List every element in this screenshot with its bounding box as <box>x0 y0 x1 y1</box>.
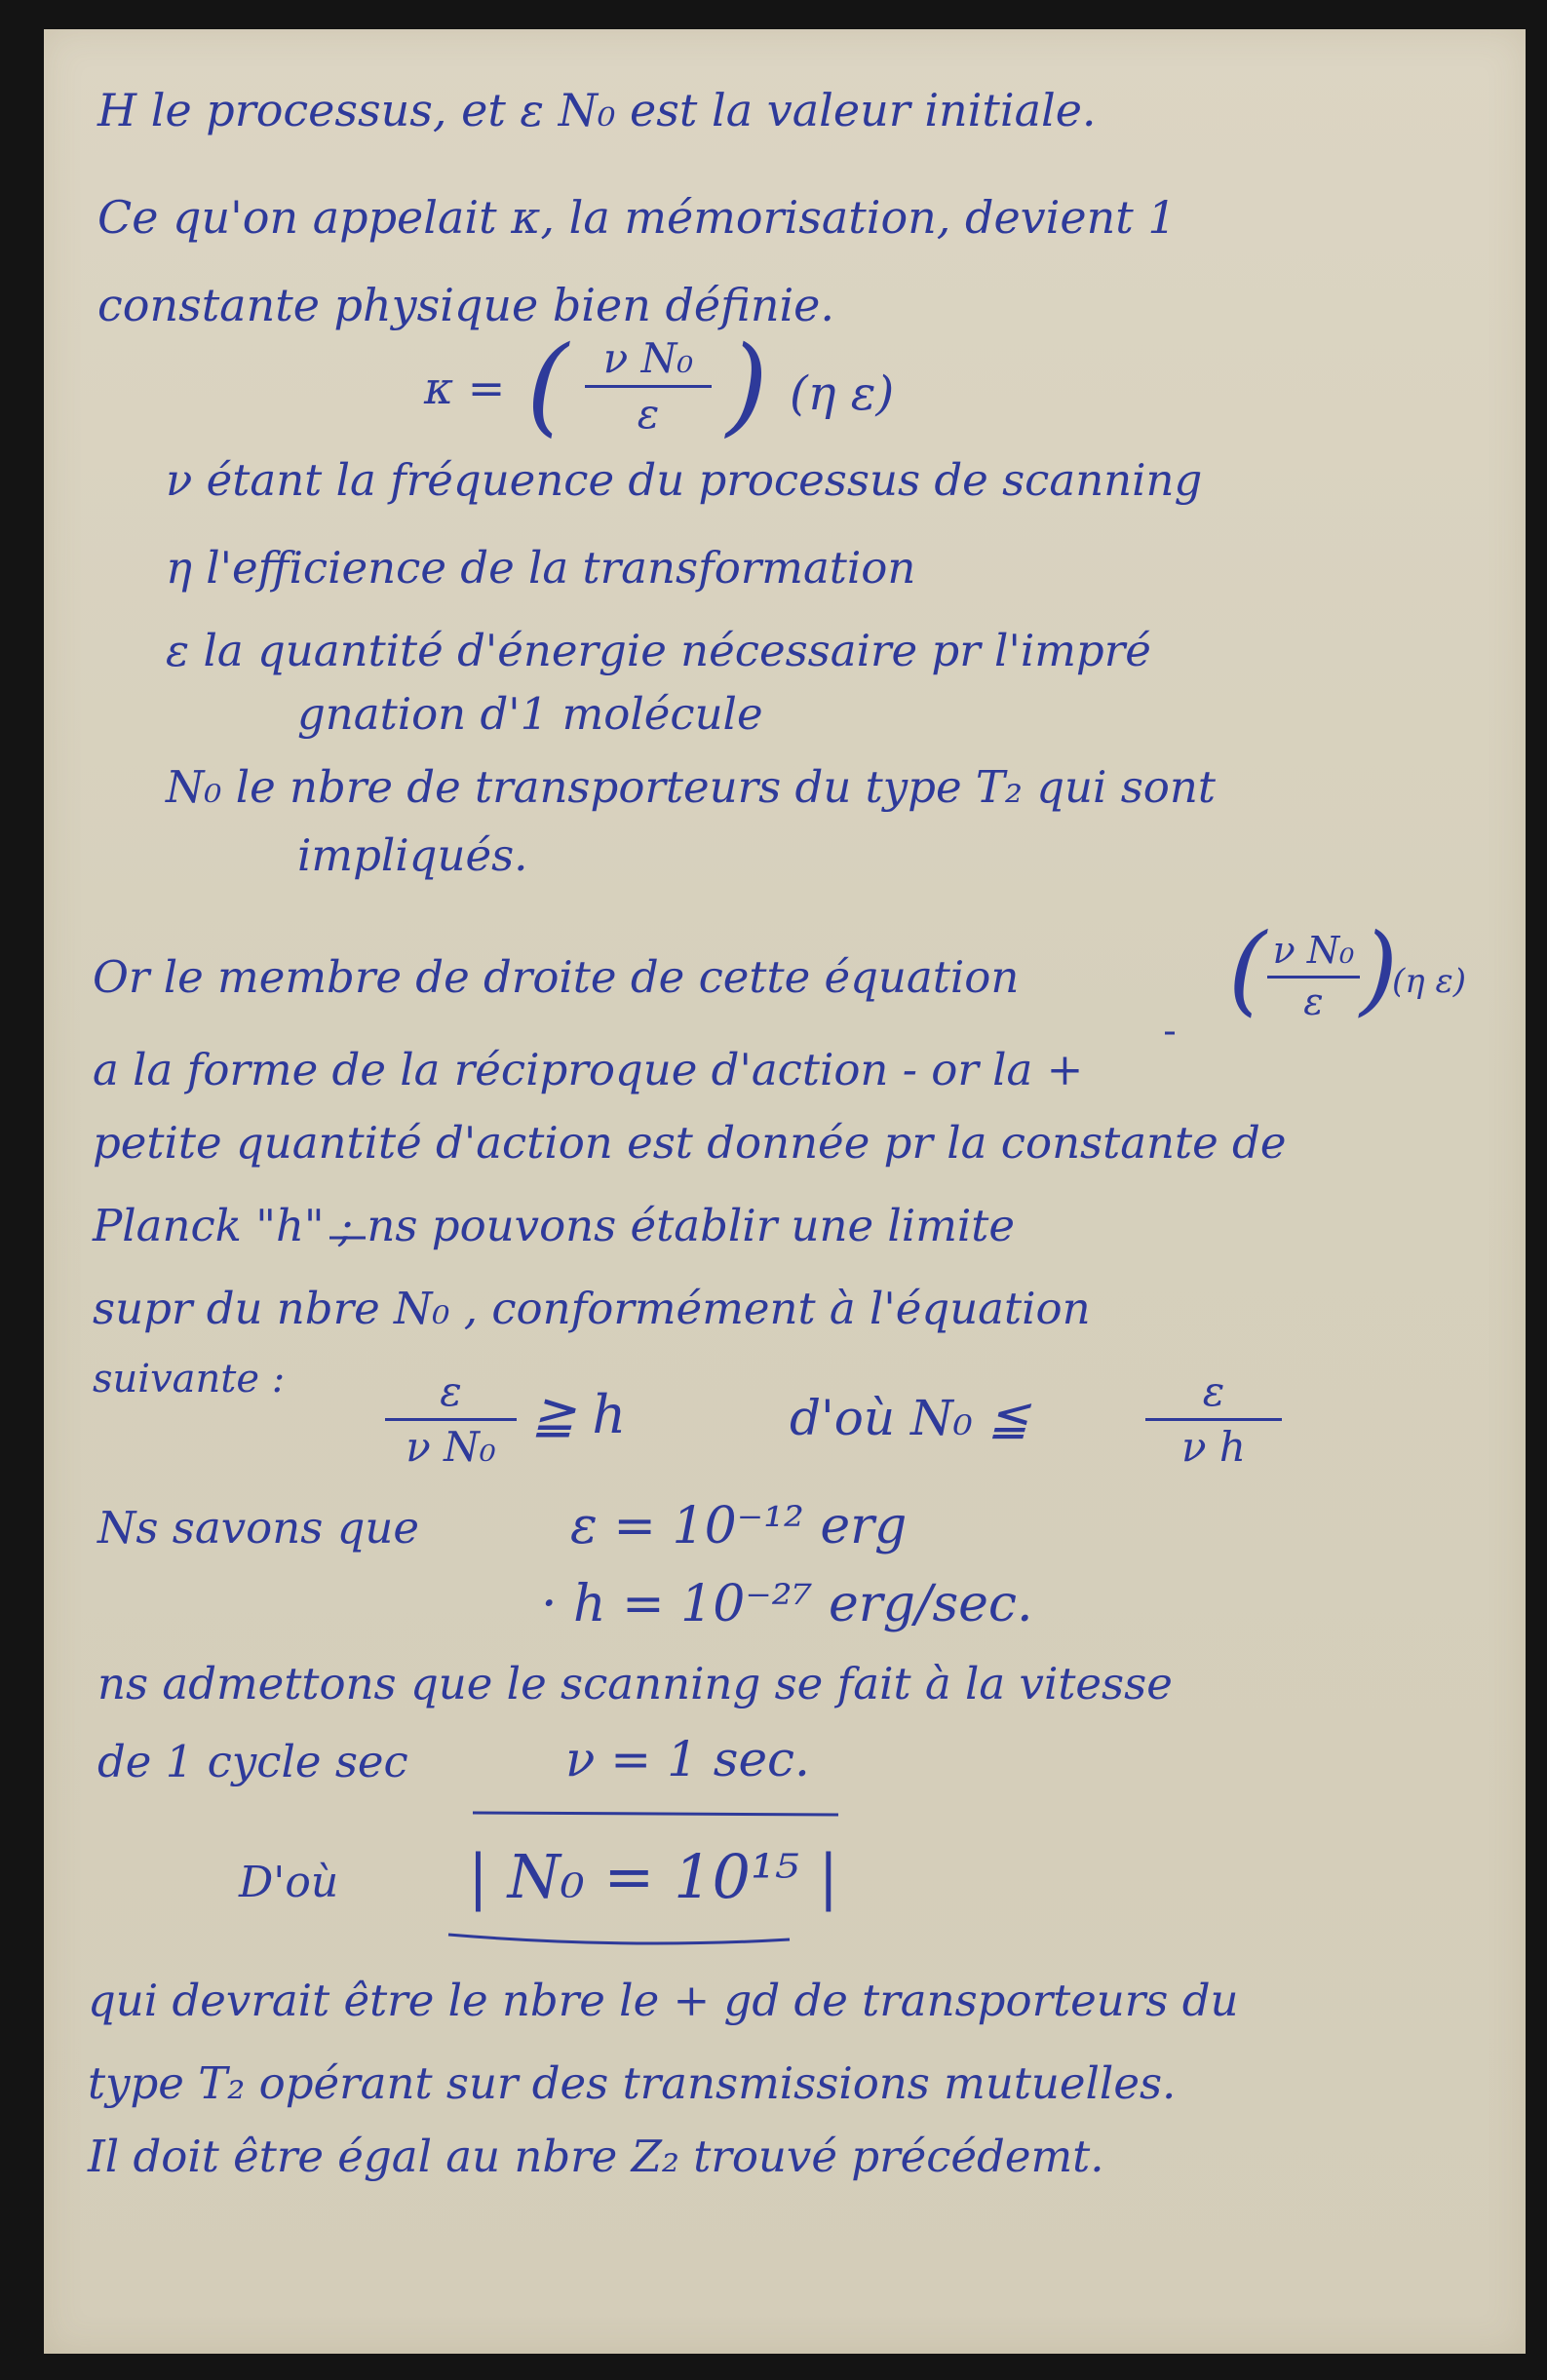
paren-close: ) <box>726 323 768 447</box>
definition-n0-1: N₀ le nbre de transporteurs du type T₂ qui sont <box>166 761 1216 813</box>
fraction-bar <box>585 385 712 388</box>
equation-kappa-rhs: (η ε) <box>790 366 895 421</box>
inequality-relation: ≧ h <box>531 1384 627 1445</box>
fraction-numerator: ε <box>440 1367 462 1415</box>
definition-nu: ν étant la fréquence du processus de scanning <box>166 454 1203 506</box>
result-boxed-equation: | N₀ = 10¹⁵ | <box>468 1841 839 1912</box>
paragraph2-fraction <box>1267 931 1360 1023</box>
paragraph2-line-2: a la forme de la réciproque d'action - or la + <box>93 1044 1084 1095</box>
paragraph2-line-6: suivante : <box>93 1357 286 1401</box>
equation-kappa-fraction <box>585 336 712 437</box>
text-line-1: H le processus, et ε N₀ est la valeur initiale. <box>97 84 1097 136</box>
fraction-denominator: ε <box>637 390 660 439</box>
definition-eta: η l'efficience de la transformation <box>166 542 916 594</box>
known-epsilon: ε = 10⁻¹² erg <box>570 1497 908 1555</box>
inequality-dou: d'où N₀ ≦ <box>790 1390 1029 1446</box>
conclusion-line-3: Il doit être égal au nbre Z₂ trouvé précédemt. <box>88 2130 1104 2182</box>
definition-epsilon-2: gnation d'1 molécule <box>297 688 763 740</box>
text-line-3: constante physique bien définie. <box>97 279 835 331</box>
inequality-fraction-2 <box>1145 1369 1282 1470</box>
fraction-bar <box>1267 976 1360 979</box>
result-dou: D'où <box>239 1858 339 1907</box>
equation-kappa-lhs: κ = <box>424 362 506 414</box>
fraction-denominator: ν N₀ <box>406 1423 496 1472</box>
conclusion-line-1: qui devrait être le nbre le + gd de transporteurs du <box>88 1975 1239 2026</box>
fraction-numerator: ν N₀ <box>602 334 694 382</box>
fraction-bar <box>1145 1418 1282 1421</box>
definition-epsilon-1: ε la quantité d'énergie nécessaire pr l'impré <box>166 625 1151 676</box>
inequality-fraction <box>385 1369 517 1470</box>
paragraph2-line-1: Or le membre de droite de cette équation <box>93 951 1020 1003</box>
paragraph2-line-5: supr du nbre N₀ , conformément à l'équation <box>93 1283 1091 1334</box>
admit-line-2: de 1 cycle sec <box>97 1736 408 1787</box>
text-line-2: Ce qu'on appelait κ, la mémorisation, devient 1 <box>97 191 1177 244</box>
known-values-label: Ns savons que <box>97 1502 420 1554</box>
admit-line-1: ns admettons que le scanning se fait à la vitesse <box>97 1658 1173 1709</box>
fraction-numerator: ε <box>1202 1367 1225 1415</box>
fraction-denominator: ν h <box>1181 1423 1246 1472</box>
paragraph2-line-4: Planck "h" ; ns pouvons établir une limite <box>93 1200 1015 1251</box>
known-h: · h = 10⁻²⁷ erg/sec. <box>541 1575 1033 1633</box>
fraction-numerator: ν N₀ <box>1272 929 1355 972</box>
paren-open: ( <box>526 323 568 447</box>
definition-n0-2: impliqués. <box>297 829 528 881</box>
paragraph2-line-3: petite quantité d'action est donnée pr la constante de <box>93 1117 1287 1169</box>
paren-open-2: ( <box>1228 912 1267 1026</box>
fraction-bar <box>385 1418 517 1421</box>
fraction-denominator: ε <box>1303 979 1324 1023</box>
conclusion-line-2: type T₂ opérant sur des transmissions mutuelles. <box>88 2057 1177 2109</box>
paragraph2-tail: (η ε) <box>1392 962 1466 1001</box>
paren-close-2: ) <box>1360 912 1399 1026</box>
admit-nu-value: ν = 1 sec. <box>565 1731 810 1787</box>
